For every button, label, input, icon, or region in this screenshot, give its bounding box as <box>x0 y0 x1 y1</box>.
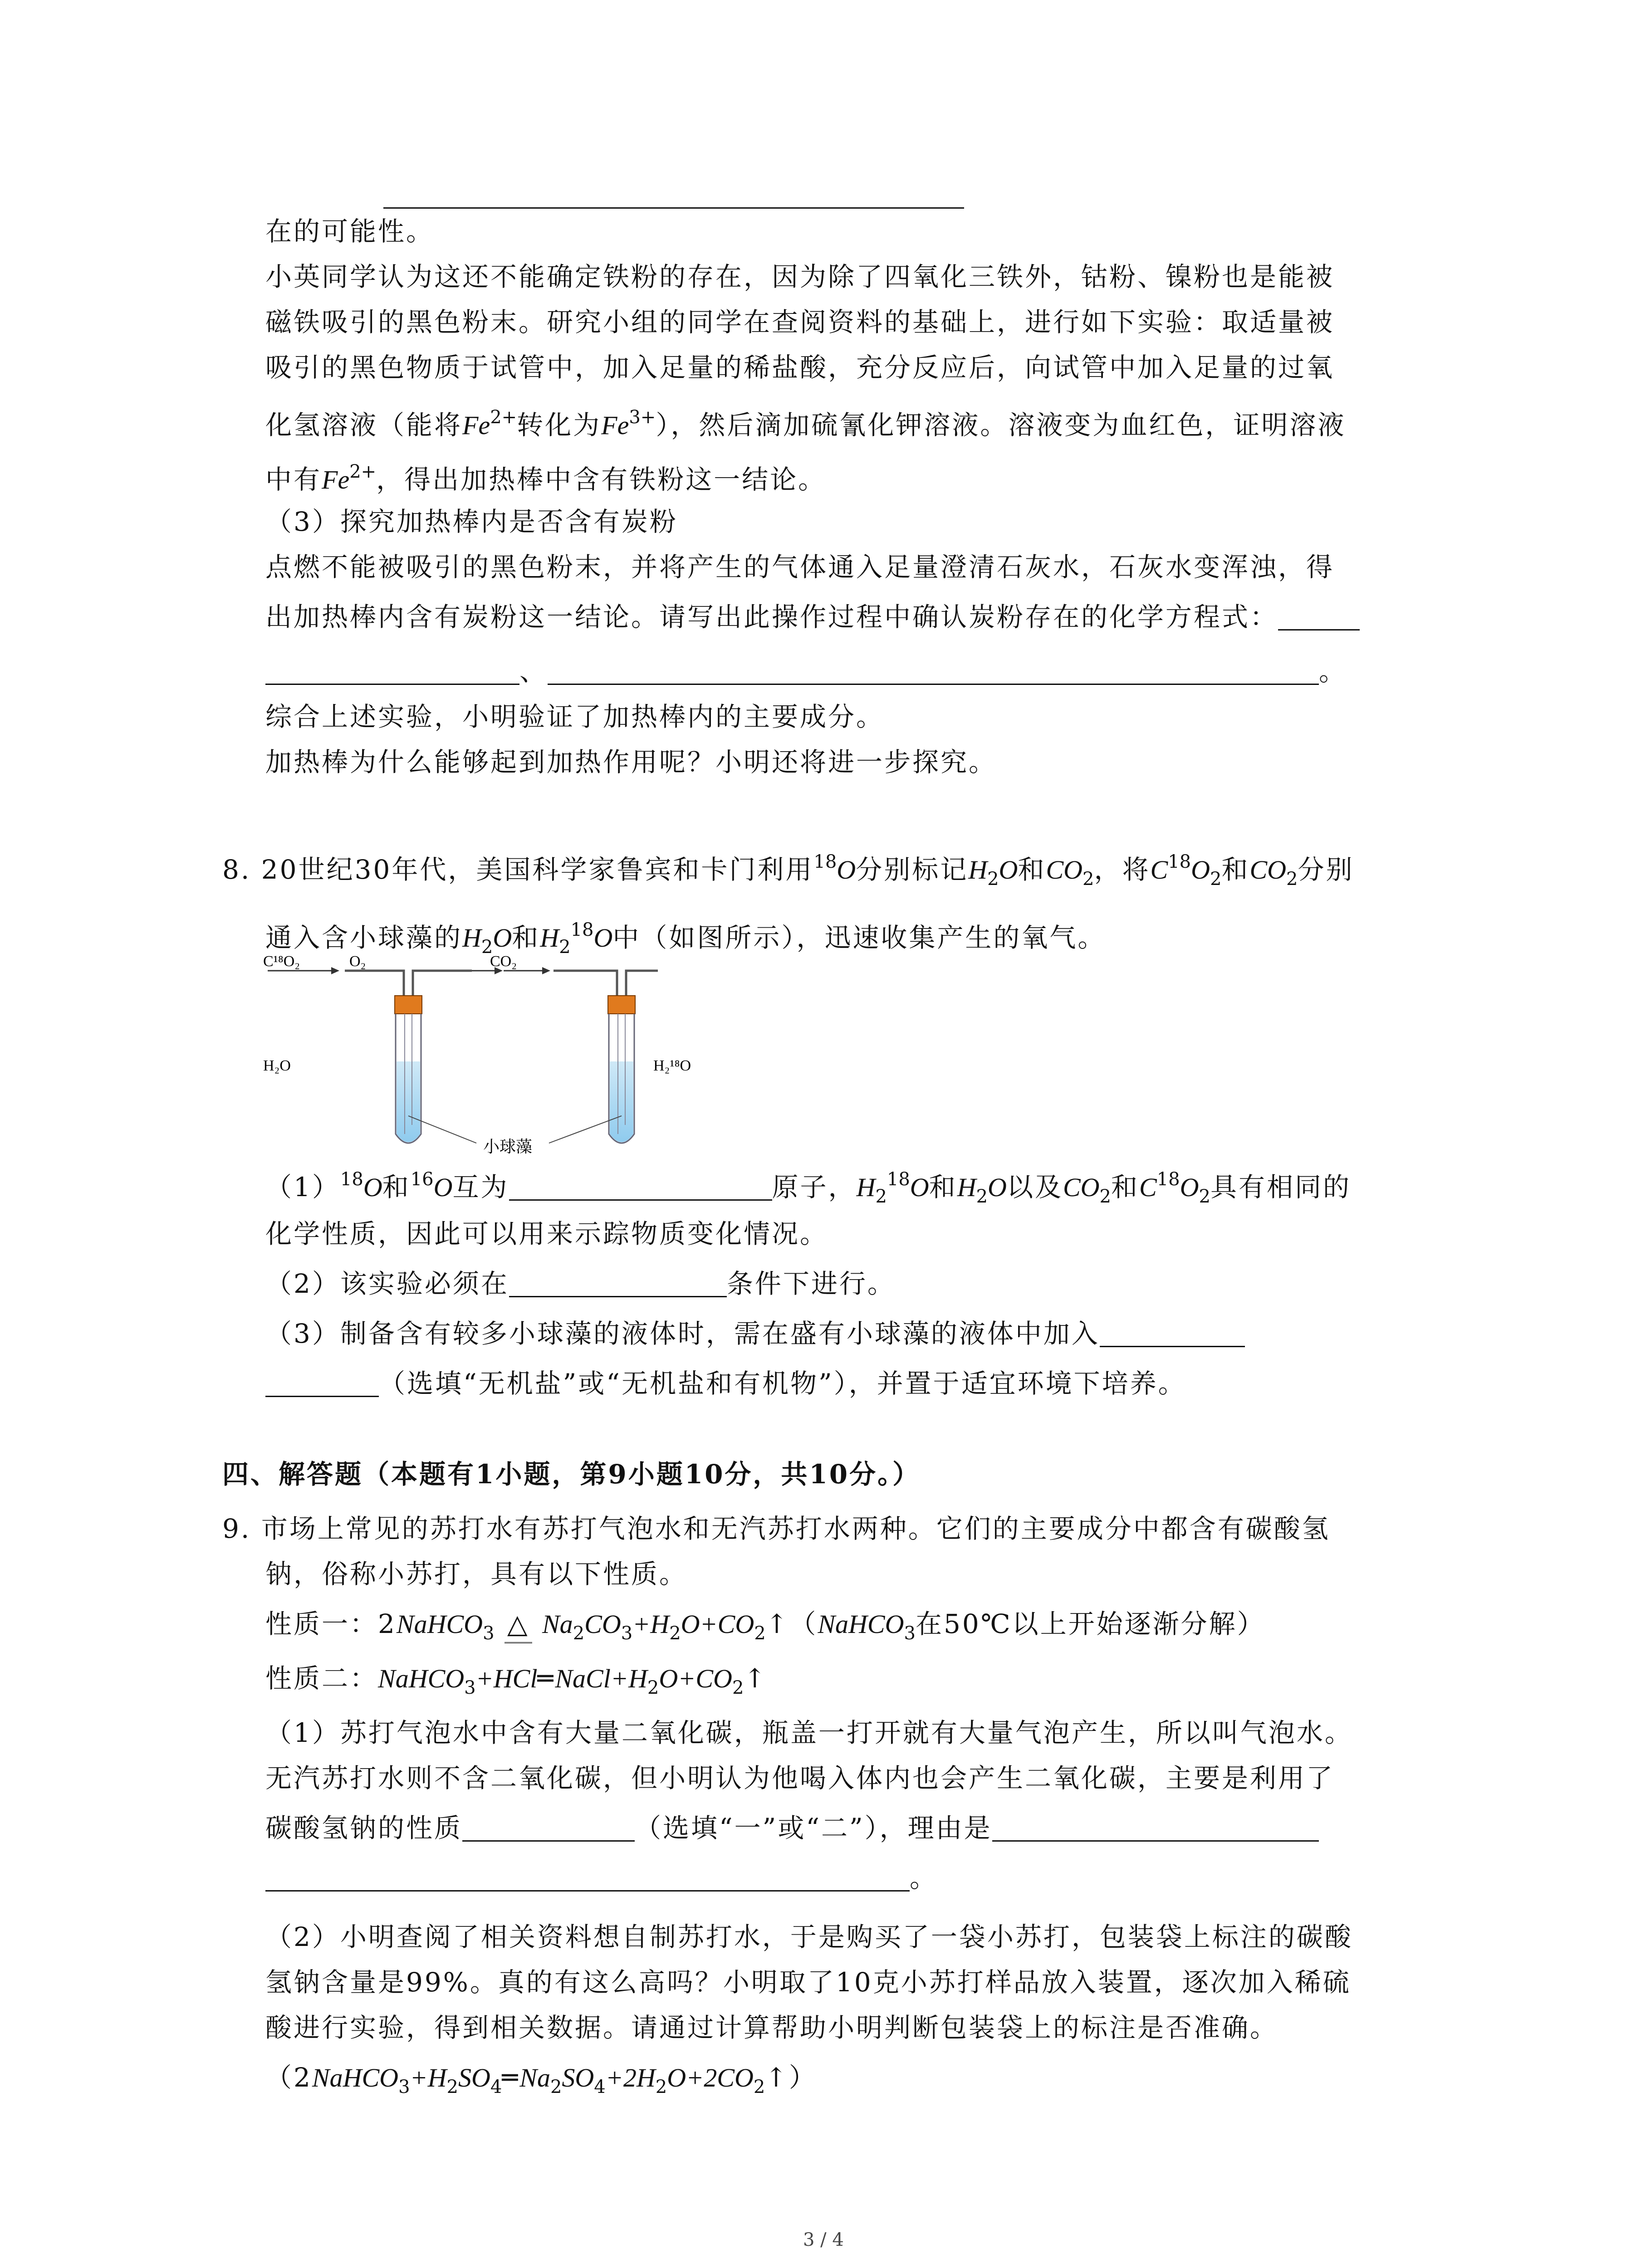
experiment-figure <box>259 953 691 1161</box>
figure-label-right-liquid: H₂¹⁸O <box>653 1057 691 1074</box>
answer-blank[interactable] <box>992 1813 1319 1842</box>
text-line: 在的可能性。 <box>265 216 435 247</box>
text-line: 吸引的黑色物质于试管中，加入足量的稀盐酸，充分反应后，向试管中加入足量的过氧 <box>265 352 1335 383</box>
property-2: 性质二：$NaHCO_3+HCl═NaCl+H_2O+CO_2↑$ <box>265 1663 768 1698</box>
answer-blank[interactable] <box>383 177 964 213</box>
text-line: （选填“无机盐”或“无机盐和有机物”），并置于适宜环境下培养。 <box>265 1365 1186 1402</box>
figure-label-right-in: CO₂ <box>490 953 517 970</box>
figure-label-o2: O₂ <box>349 953 366 970</box>
text-line: 。 <box>265 1860 938 1896</box>
figure-label-left-liquid: H₂O <box>263 1057 291 1074</box>
text-line: 通入含小球藻的$H_2O$和$H_2^{18}O$中（如图所示），迅速收集产生的氧气。 <box>265 919 1106 958</box>
answer-blank[interactable] <box>265 1369 379 1397</box>
text-line: 、 。 <box>265 653 1347 689</box>
text-line: 磁铁吸引的黑色粉末。研究小组的同学在查阅资料的基础上，进行如下实验：取适量被 <box>265 307 1335 337</box>
answer-blank[interactable] <box>462 1813 635 1842</box>
question-8: 8. 20世纪30年代，美国科学家鲁宾和卡门利用$^{18}$O分别标记$H_2O$和$CO_2$，将$C^{18}O_2$和$CO_2$分别 <box>222 851 1354 890</box>
section-title: 四、解答题（本题有1小题，第9小题10分，共10分。） <box>222 1459 921 1490</box>
subquestion-title: （3）探究加热棒内是否含有炭粉 <box>265 506 678 537</box>
figure-label-algae: 小球藻 <box>483 1138 533 1156</box>
heat-condition: △ <box>505 1606 532 1643</box>
answer-blank[interactable] <box>509 1172 772 1201</box>
text-line: 钠，俗称小苏打，具有以下性质。 <box>265 1559 688 1589</box>
text-line: 中有$Fe^{2+}$，得出加热棒中含有铁粉这一结论。 <box>265 461 827 495</box>
text-line: 加热棒为什么能够起到加热作用呢？小明还将进一步探究。 <box>265 747 997 777</box>
answer-blank[interactable] <box>265 1863 910 1892</box>
text-line: 无汽苏打水则不含二氧化碳，但小明认为他喝入体内也会产生二氧化碳，主要是利用了 <box>265 1763 1335 1794</box>
text-line: 化氢溶液（能将$Fe^{2+}$转化为$Fe^{3+}$），然后滴加硫氰化钾溶液。溶液变为血红色，证明溶液 <box>265 407 1346 440</box>
property-1: 性质一：2NaHCO$_3$ △ $Na_2CO_3+H_2O+CO_2↑(NaHCO_3$在50℃以上开始逐渐分解） <box>265 1606 1265 1652</box>
text-line: 碳酸氢钠的性质 （选填“一”或“二”），理由是 <box>265 1810 1319 1846</box>
text-line: 综合上述实验，小明验证了加热棒内的主要成分。 <box>265 701 885 732</box>
answer-blank[interactable] <box>548 656 1319 685</box>
equation-line: $(2NaHCO_3+H_2SO_4═Na_2SO_4+2H_2O+2CO_2↑)$ <box>265 2062 817 2097</box>
left-apparatus <box>268 967 503 1143</box>
text-line: 出加热棒内含有炭粉这一结论。请写出此操作过程中确认炭粉存在的化学方程式： <box>265 599 1360 635</box>
right-apparatus <box>476 967 658 1143</box>
text-line: （2）小明查阅了相关资料想自制苏打水，于是购买了一袋小苏打，包装袋上标注的碳酸 <box>265 1921 1353 1952</box>
text-line: 氢钠含量是99%。真的有这么高吗？小明取了10克小苏打样品放入装置，逐次加入稀硫 <box>265 1967 1351 1998</box>
figure-label-left-in: C¹⁸O₂ <box>263 953 300 970</box>
answer-blank[interactable] <box>509 1269 727 1297</box>
text-line: 小英同学认为这还不能确定铁粉的存在，因为除了四氧化三铁外，钴粉、镍粉也是能被 <box>265 261 1335 292</box>
page-number: 3 / 4 <box>803 2229 844 2250</box>
answer-blank[interactable] <box>1100 1319 1245 1347</box>
question-9: 9. 市场上常见的苏打水有苏打气泡水和无汽苏打水两种。它们的主要成分中都含有碳酸氢 <box>222 1513 1330 1544</box>
answer-blank[interactable] <box>265 656 519 685</box>
subquestion-3: （3）制备含有较多小球藻的液体时，需在盛有小球藻的液体中加入 <box>265 1315 1245 1352</box>
text-line: 点燃不能被吸引的黑色粉末，并将产生的气体通入足量澄清石灰水，石灰水变浑浊，得 <box>265 552 1335 582</box>
text-line: 化学性质，因此可以用来示踪物质变化情况。 <box>265 1218 828 1249</box>
subquestion-1: $(1)^{18}O$和$^{16}$O互为 原子，$H_2^{18}O$和$H_2O$以及$CO_2$和$C^{18}O_2$具有相同的 <box>265 1169 1351 1207</box>
answer-blank[interactable] <box>1278 602 1360 631</box>
text-line: 酸进行实验，得到相关数据。请通过计算帮助小明判断包装袋上的标注是否准确。 <box>265 2012 1279 2043</box>
text-line: （1）苏打气泡水中含有大量二氧化碳，瓶盖一打开就有大量气泡产生，所以叫气泡水。 <box>265 1717 1353 1748</box>
subquestion-2: （2）该实验必须在 条件下进行。 <box>265 1268 896 1299</box>
